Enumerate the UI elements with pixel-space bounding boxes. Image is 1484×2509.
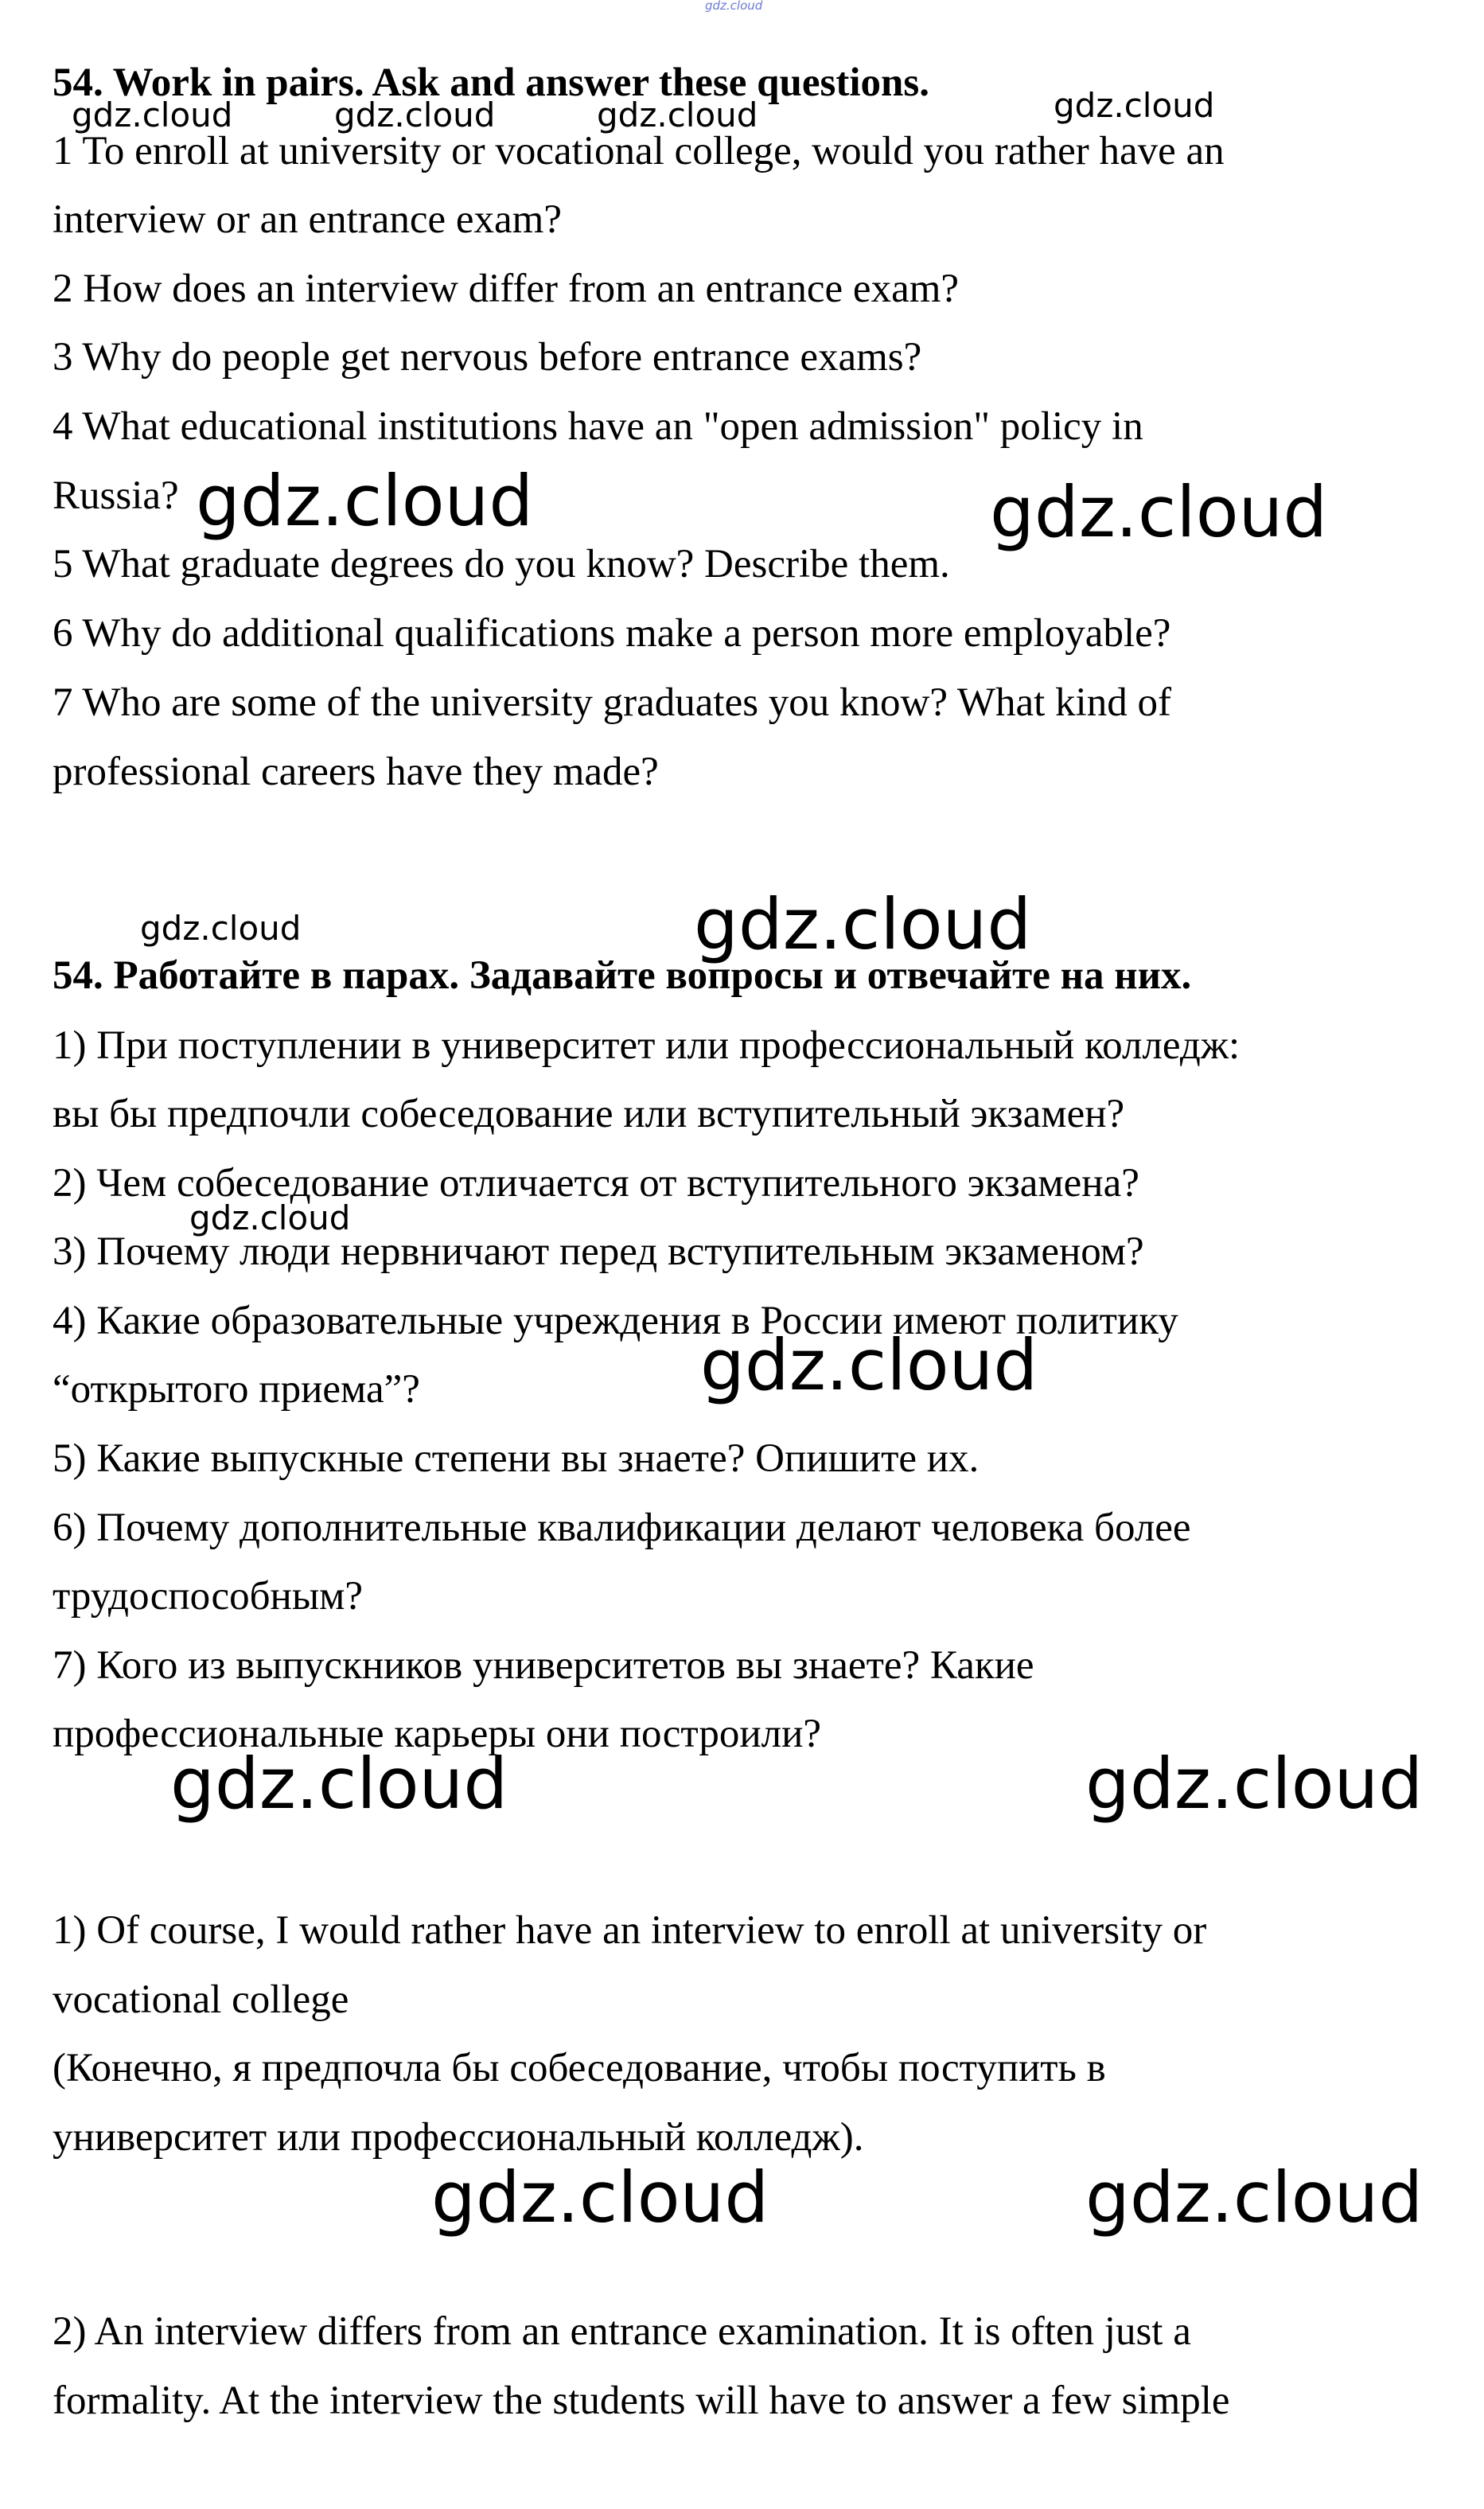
watermark: gdz.cloud — [72, 95, 233, 134]
russian-question-6-line-1: 6) Почему дополнительные квалификации делают человека более — [53, 1506, 1191, 1550]
watermark: gdz.cloud — [1085, 1743, 1424, 1825]
russian-question-4-line-1: 4) Какие образовательные учреждения в России имеют политику — [53, 1299, 1178, 1343]
answer-1-line-1: 1) Of course, I would rather have an interview to enroll at university or — [53, 1908, 1207, 1953]
question-3: 3 Why do people get nervous before entrance exams? — [53, 335, 922, 380]
watermark: gdz.cloud — [1085, 2156, 1424, 2238]
question-4-line-2: Russia? — [53, 473, 179, 518]
exercise-title-russian: 54. Работайте в парах. Задавайте вопросы и отвечайте на них. — [53, 953, 1192, 998]
watermark: gdz.cloud — [700, 1324, 1038, 1406]
question-6: 6 Why do additional qualifications make a person more employable? — [53, 611, 1171, 656]
watermark: gdz.cloud — [431, 2156, 769, 2238]
answer-2-line-2: formality. At the interview the students will have to answer a few simple — [53, 2378, 1230, 2423]
exercise-title-english: 54. Work in pairs. Ask and answer these questions. — [53, 60, 929, 105]
russian-question-4-line-2: “открытого приема”? — [53, 1367, 420, 1412]
answer-1-line-2: vocational college — [53, 1977, 349, 2022]
answer-1-line-3: (Конечно, я предпочла бы собеседование, чтобы поступить в — [53, 2046, 1106, 2090]
russian-question-3: 3) Почему люди нервничают перед вступительным экзаменом? — [53, 1229, 1144, 1274]
russian-question-1-line-1: 1) При поступлении в университет или профессиональный колледж: — [53, 1023, 1241, 1068]
watermark: gdz.cloud — [597, 95, 758, 134]
answer-1-line-4: университет или профессиональный колледж). — [53, 2115, 864, 2160]
russian-question-7-line-1: 7) Кого из выпускников университетов вы знаете? Какие — [53, 1643, 1034, 1688]
watermark: gdz.cloud — [189, 1198, 351, 1237]
watermark: gdz.cloud — [170, 1743, 508, 1825]
watermark: gdz.cloud — [334, 95, 496, 134]
russian-question-6-line-2: трудоспособным? — [53, 1574, 363, 1619]
answer-2-line-1: 2) An interview differs from an entrance examination. It is often just a — [53, 2309, 1191, 2354]
watermark: gdz.cloud — [196, 460, 534, 542]
question-4-line-1: 4 What educational institutions have an "open admission" policy in — [53, 404, 1143, 449]
watermark: gdz.cloud — [1054, 86, 1215, 125]
question-2: 2 How does an interview differ from an entrance exam? — [53, 267, 960, 311]
watermark: gdz.cloud — [140, 909, 302, 948]
russian-question-1-line-2: вы бы предпочли собеседование или вступительный экзамен? — [53, 1092, 1125, 1136]
question-7-line-1: 7 Who are some of the university graduates you know? What kind of — [53, 680, 1171, 725]
watermark-top: gdz.cloud — [705, 0, 763, 13]
question-7-line-2: professional careers have they made? — [53, 750, 659, 794]
watermark: gdz.cloud — [694, 883, 1032, 965]
russian-question-7-line-2: профессиональные карьеры они построили? — [53, 1712, 822, 1756]
watermark: gdz.cloud — [990, 471, 1328, 553]
question-5: 5 What graduate degrees do you know? Describe them. — [53, 542, 950, 586]
question-1-line-2: interview or an entrance exam? — [53, 197, 562, 242]
russian-question-5: 5) Какие выпускные степени вы знаете? Опишите их. — [53, 1436, 980, 1481]
russian-question-2: 2) Чем собеседование отличается от вступительного экзамена? — [53, 1161, 1139, 1206]
question-1-line-1: 1 To enroll at university or vocational college, would you rather have an — [53, 129, 1225, 173]
